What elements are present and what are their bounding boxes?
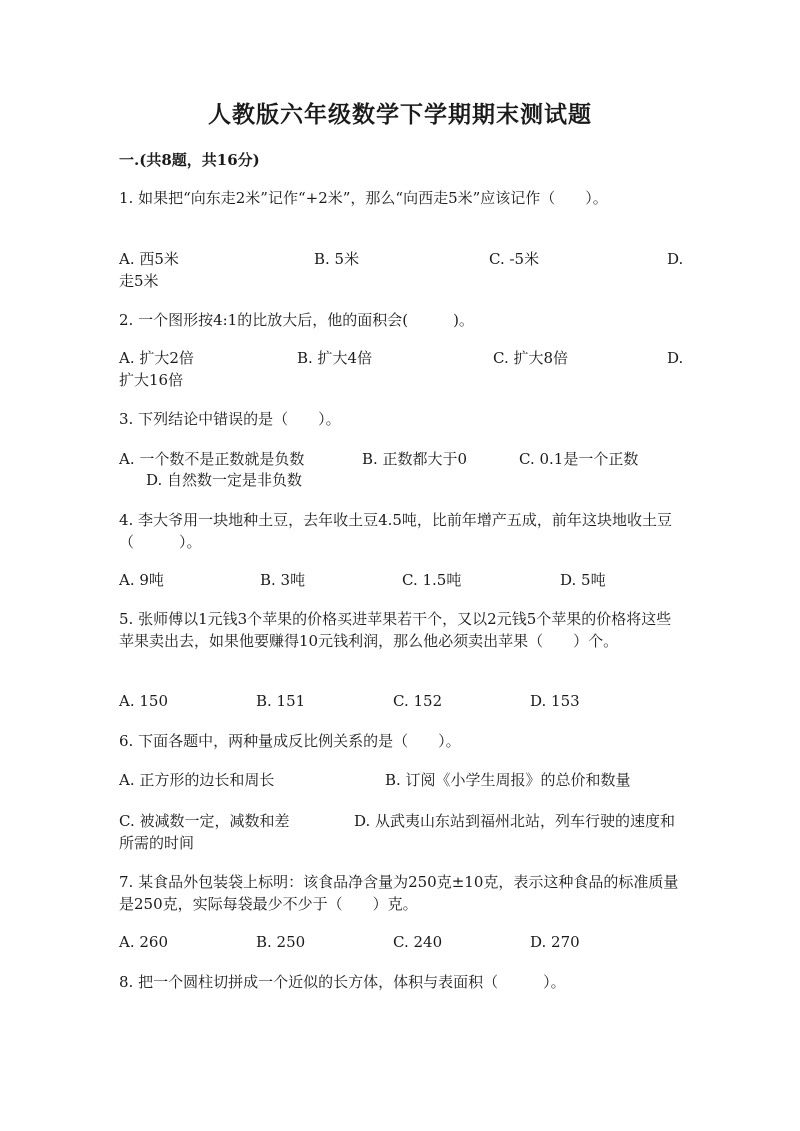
- question-6-stem: 6. 下面各题中，两种量成反比例关系的是（ ）。: [119, 732, 461, 750]
- question-1-option-d: D. 走5米: [119, 250, 684, 290]
- question-5-stem: 5. 张师傅以1元钱3个苹果的价格买进苹果若干个，又以2元钱5个苹果的价格将这些苹果卖出去，如果他要赚得10元钱利润，那么他必须卖出苹果（ ）个。: [119, 610, 672, 650]
- question-8-stem: 8. 把一个圆柱切拼成一个近似的长方体，体积与表面积（ ）。: [119, 973, 566, 991]
- question-5-option-a: A. 150: [119, 692, 168, 710]
- question-2-option-c: C. 扩大8倍: [493, 349, 569, 367]
- question-4-option-a: A. 9吨: [119, 571, 164, 589]
- question-4-stem: 4. 李大爷用一块地种土豆，去年收土豆4.5吨，比前年增产五成，前年这块地收土豆（ ）。: [119, 511, 672, 551]
- question-3-option-a: A. 一个数不是正数就是负数: [119, 450, 305, 468]
- question-3-option-c: C. 0.1是一个正数: [519, 450, 639, 468]
- question-1-option-b: B. 5米: [314, 250, 360, 268]
- question-1-stem: 1. 如果把“向东走2米”记作“+2米”，那么“向西走5米”应该记作（ ）。: [119, 189, 608, 207]
- question-7-option-b: B. 250: [256, 933, 306, 951]
- question-5-option-d: D. 153: [530, 692, 580, 710]
- question-7-stem: 7. 某食品外包装袋上标明：该食品净含量为250克±10克，表示这种食品的标准质量是250克，实际每袋最少不少于（ ）克。: [119, 873, 679, 913]
- question-6-option-c: C. 被减数一定，减数和差: [119, 812, 290, 830]
- question-1-option-a: A. 西5米: [119, 250, 179, 268]
- question-4-option-c: C. 1.5吨: [402, 571, 462, 589]
- page-title: 人教版六年级数学下学期期末测试题: [208, 101, 592, 128]
- question-5-option-b: B. 151: [256, 692, 306, 710]
- question-7-option-a: A. 260: [119, 933, 168, 951]
- question-4-option-b: B. 3吨: [260, 571, 306, 589]
- question-6-option-b: B. 订阅《小学生周报》的总价和数量: [385, 771, 631, 789]
- question-7-option-d: D. 270: [530, 933, 580, 951]
- question-2-option-d: D. 扩大16倍: [119, 349, 684, 389]
- question-1-option-c: C. -5米: [489, 250, 540, 268]
- question-2-option-a: A. 扩大2倍: [119, 349, 194, 367]
- question-5-option-c: C. 152: [393, 692, 443, 710]
- question-3-stem: 3. 下列结论中错误的是（ ）。: [119, 410, 341, 428]
- question-6-option-a: A. 正方形的边长和周长: [119, 771, 275, 789]
- section-heading: 一.(共8题，共16分): [119, 151, 260, 169]
- question-2-option-b: B. 扩大4倍: [297, 349, 373, 367]
- question-6-option-d: D. 从武夷山东站到福州北站，列车行驶的速度和所需的时间: [119, 812, 676, 852]
- question-3-option-d: D. 自然数一定是非负数: [146, 471, 303, 489]
- question-2-stem: 2. 一个图形按4:1的比放大后，他的面积会( )。: [119, 311, 474, 329]
- question-3-option-b: B. 正数都大于0: [362, 450, 468, 468]
- question-4-option-d: D. 5吨: [560, 571, 606, 589]
- question-7-option-c: C. 240: [393, 933, 443, 951]
